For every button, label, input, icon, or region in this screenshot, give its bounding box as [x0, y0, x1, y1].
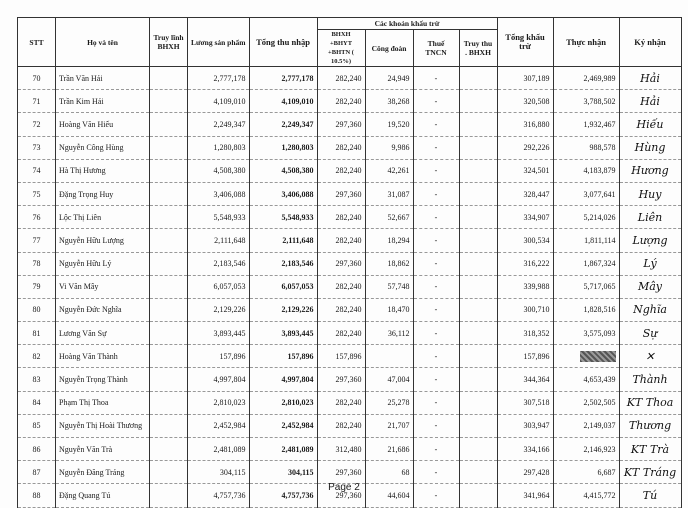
cell-salary: 3,893,445 [188, 322, 250, 345]
cell-insurance: 282,240 [317, 322, 365, 345]
cell-tax: - [413, 275, 459, 298]
cell-bhxh-clawback [459, 414, 497, 437]
cell-total-income: 3,406,088 [249, 182, 317, 205]
cell-net-pay: 5,214,026 [553, 206, 619, 229]
cell-total-income: 304,115 [249, 461, 317, 484]
cell-bhxh-clawback [459, 67, 497, 90]
cell-tax: - [413, 90, 459, 113]
cell-total-deductions: 316,222 [497, 252, 553, 275]
cell-signature: Huy [619, 182, 681, 205]
cell-name: Nguyễn Đức Nghĩa [56, 298, 150, 321]
cell-name: Vi Văn Mây [56, 275, 150, 298]
cell-union: 21,686 [365, 438, 413, 461]
cell-insurance: 282,240 [317, 159, 365, 182]
cell-total-income: 4,757,736 [249, 484, 317, 507]
cell-bhxh-refund [150, 182, 188, 205]
cell-salary: 2,183,546 [188, 252, 250, 275]
cell-insurance: 312,480 [317, 438, 365, 461]
cell-tax: - [413, 322, 459, 345]
cell-union: 47,004 [365, 368, 413, 391]
cell-stt: 83 [18, 368, 56, 391]
col-bhxh-clawback: Truy thu . BHXH [459, 30, 497, 67]
cell-total-income: 6,057,053 [249, 275, 317, 298]
cell-name: Lộc Thị Liên [56, 206, 150, 229]
cell-signature: Sự [619, 322, 681, 345]
cell-total-deductions: 303,947 [497, 414, 553, 437]
cell-salary: 304,115 [188, 461, 250, 484]
cell-name: Nguyễn Đăng Tráng [56, 461, 150, 484]
cell-tax: - [413, 136, 459, 159]
cell-bhxh-clawback [459, 345, 497, 368]
cell-bhxh-refund [150, 67, 188, 90]
cell-tax: - [413, 113, 459, 136]
cell-union: 68 [365, 461, 413, 484]
cell-name: Hoàng Văn Hiếu [56, 113, 150, 136]
table-row [18, 90, 682, 113]
cell-insurance: 157,896 [317, 345, 365, 368]
cell-net-pay: 4,183,879 [553, 159, 619, 182]
cell-total-deductions: 324,501 [497, 159, 553, 182]
cell-net-pay: 5,717,065 [553, 275, 619, 298]
cell-total-deductions: 307,518 [497, 391, 553, 414]
table-row [18, 275, 682, 298]
cell-total-deductions: 292,226 [497, 136, 553, 159]
cell-union: 19,520 [365, 113, 413, 136]
cell-tax: - [413, 438, 459, 461]
cell-union: 18,862 [365, 252, 413, 275]
cell-salary: 4,997,804 [188, 368, 250, 391]
cell-stt: 82 [18, 345, 56, 368]
cell-total-deductions: 344,364 [497, 368, 553, 391]
cell-bhxh-clawback [459, 275, 497, 298]
cell-name: Hoàng Văn Thành [56, 345, 150, 368]
cell-salary: 2,111,648 [188, 229, 250, 252]
cell-bhxh-clawback [459, 461, 497, 484]
col-signature: Ký nhận [619, 18, 681, 67]
table-row [18, 298, 682, 321]
cell-signature: Tú [619, 484, 681, 507]
cell-insurance: 297,360 [317, 368, 365, 391]
cell-name: Phạm Thị Thoa [56, 391, 150, 414]
table-row [18, 391, 682, 414]
cell-tax: - [413, 345, 459, 368]
table-body [18, 67, 682, 508]
cell-insurance: 297,360 [317, 252, 365, 275]
table-row [18, 206, 682, 229]
cell-total-income: 2,452,984 [249, 414, 317, 437]
cell-net-pay: 1,811,114 [553, 229, 619, 252]
cell-net-pay: 1,867,324 [553, 252, 619, 275]
cell-total-deductions: 334,166 [497, 438, 553, 461]
cell-signature: Liên [619, 206, 681, 229]
cell-salary: 2,452,984 [188, 414, 250, 437]
table-row [18, 229, 682, 252]
cell-bhxh-clawback [459, 298, 497, 321]
cell-tax: - [413, 414, 459, 437]
cell-salary: 1,280,803 [188, 136, 250, 159]
cell-total-deductions: 297,428 [497, 461, 553, 484]
cell-net-pay: 4,415,772 [553, 484, 619, 507]
cell-total-deductions: 320,508 [497, 90, 553, 113]
cell-union: 21,707 [365, 414, 413, 437]
cell-union: 38,268 [365, 90, 413, 113]
cell-union: 18,294 [365, 229, 413, 252]
cell-salary: 5,548,933 [188, 206, 250, 229]
table-row [18, 345, 682, 368]
cell-salary: 3,406,088 [188, 182, 250, 205]
cell-bhxh-clawback [459, 136, 497, 159]
cell-signature: KT Tráng [619, 461, 681, 484]
cell-union: 24,949 [365, 67, 413, 90]
cell-signature: Hiếu [619, 113, 681, 136]
cell-salary: 4,508,380 [188, 159, 250, 182]
cell-stt: 85 [18, 414, 56, 437]
cell-bhxh-refund [150, 206, 188, 229]
cell-tax: - [413, 298, 459, 321]
cell-insurance: 297,360 [317, 182, 365, 205]
cell-union: 36,112 [365, 322, 413, 345]
cell-signature: Hải [619, 90, 681, 113]
cell-insurance: 297,360 [317, 484, 365, 507]
col-name: Họ và tên [56, 18, 150, 67]
cell-signature: Mây [619, 275, 681, 298]
cell-bhxh-refund [150, 322, 188, 345]
cell-name: Nguyễn Văn Trà [56, 438, 150, 461]
cell-name: Trần Văn Hải [56, 67, 150, 90]
cell-total-income: 2,249,347 [249, 113, 317, 136]
cell-bhxh-refund [150, 252, 188, 275]
cell-total-income: 4,997,804 [249, 368, 317, 391]
col-deductions-group: Các khoản khấu trừ [317, 18, 497, 30]
table-row [18, 438, 682, 461]
col-tax: Thuế TNCN [413, 30, 459, 67]
cell-salary: 2,777,178 [188, 67, 250, 90]
cell-total-deductions: 300,534 [497, 229, 553, 252]
cell-stt: 73 [18, 136, 56, 159]
cell-stt: 84 [18, 391, 56, 414]
cell-insurance: 297,360 [317, 113, 365, 136]
cell-signature: Nghĩa [619, 298, 681, 321]
cell-stt: 86 [18, 438, 56, 461]
table-row [18, 136, 682, 159]
cell-total-income: 3,893,445 [249, 322, 317, 345]
cell-union: 42,261 [365, 159, 413, 182]
cell-bhxh-refund [150, 368, 188, 391]
cell-union [365, 345, 413, 368]
cell-bhxh-refund [150, 298, 188, 321]
cell-bhxh-refund [150, 113, 188, 136]
cell-union: 44,604 [365, 484, 413, 507]
payroll-table [17, 17, 682, 508]
cell-salary: 4,757,736 [188, 484, 250, 507]
cell-signature: ✕ [619, 345, 681, 368]
cell-stt: 76 [18, 206, 56, 229]
cell-bhxh-refund [150, 90, 188, 113]
cell-net-pay: 2,149,037 [553, 414, 619, 437]
cell-total-income: 2,481,089 [249, 438, 317, 461]
cell-insurance: 282,240 [317, 391, 365, 414]
cell-total-income: 2,111,648 [249, 229, 317, 252]
cell-stt: 79 [18, 275, 56, 298]
cell-total-income: 2,777,178 [249, 67, 317, 90]
cell-insurance: 282,240 [317, 90, 365, 113]
cell-name: Hà Thị Hương [56, 159, 150, 182]
cell-tax: - [413, 206, 459, 229]
cell-stt: 72 [18, 113, 56, 136]
cell-bhxh-refund [150, 159, 188, 182]
cell-total-income: 2,129,226 [249, 298, 317, 321]
cell-bhxh-clawback [459, 229, 497, 252]
cell-insurance: 282,240 [317, 136, 365, 159]
cell-bhxh-refund [150, 136, 188, 159]
cell-tax: - [413, 484, 459, 507]
cell-name: Đặng Trọng Huy [56, 182, 150, 205]
cell-total-deductions: 341,964 [497, 484, 553, 507]
cell-stt: 77 [18, 229, 56, 252]
cell-stt: 75 [18, 182, 56, 205]
cell-total-deductions: 339,988 [497, 275, 553, 298]
cell-bhxh-clawback [459, 182, 497, 205]
cell-salary: 2,249,347 [188, 113, 250, 136]
cell-signature: Hương [619, 159, 681, 182]
cell-net-pay: 2,146,923 [553, 438, 619, 461]
cell-signature: Thương [619, 414, 681, 437]
cell-stt: 71 [18, 90, 56, 113]
cell-net-pay: 4,653,439 [553, 368, 619, 391]
cell-total-income: 1,280,803 [249, 136, 317, 159]
cell-insurance: 297,360 [317, 461, 365, 484]
cell-total-deductions: 316,880 [497, 113, 553, 136]
cell-total-deductions: 307,189 [497, 67, 553, 90]
col-total-deductions: Tổng khấu trừ [497, 18, 553, 67]
cell-union: 57,748 [365, 275, 413, 298]
table-row [18, 368, 682, 391]
cell-stt: 80 [18, 298, 56, 321]
cell-name: Đặng Quang Tú [56, 484, 150, 507]
cell-total-income: 5,548,933 [249, 206, 317, 229]
table-row [18, 67, 682, 90]
cell-name: Nguyễn Thị Hoài Thương [56, 414, 150, 437]
cell-tax: - [413, 368, 459, 391]
cell-name: Trần Kim Hải [56, 90, 150, 113]
table-row [18, 182, 682, 205]
cell-bhxh-refund [150, 229, 188, 252]
cell-tax: - [413, 461, 459, 484]
cell-tax: - [413, 391, 459, 414]
cell-signature: Hải [619, 67, 681, 90]
cell-net-pay: 2,502,505 [553, 391, 619, 414]
cell-name: Nguyễn Công Hùng [56, 136, 150, 159]
cell-bhxh-clawback [459, 90, 497, 113]
cell-total-deductions: 318,352 [497, 322, 553, 345]
cell-salary: 2,129,226 [188, 298, 250, 321]
cell-stt: 70 [18, 67, 56, 90]
cell-bhxh-clawback [459, 391, 497, 414]
cell-insurance: 282,240 [317, 67, 365, 90]
cell-net-pay: 3,788,502 [553, 90, 619, 113]
cell-signature: Lượng [619, 229, 681, 252]
cell-bhxh-clawback [459, 159, 497, 182]
cell-stt: 88 [18, 484, 56, 507]
table-row [18, 414, 682, 437]
cell-insurance: 282,240 [317, 229, 365, 252]
cell-bhxh-clawback [459, 206, 497, 229]
cell-name: Nguyễn Hữu Lượng [56, 229, 150, 252]
cell-signature: KT Thoa [619, 391, 681, 414]
cell-net-pay: 3,077,641 [553, 182, 619, 205]
cell-insurance: 282,240 [317, 414, 365, 437]
redaction-mark [580, 351, 616, 362]
cell-net-pay: 2,469,989 [553, 67, 619, 90]
cell-total-income: 2,183,546 [249, 252, 317, 275]
cell-insurance: 282,240 [317, 206, 365, 229]
cell-stt: 78 [18, 252, 56, 275]
cell-union: 25,278 [365, 391, 413, 414]
cell-name: Nguyễn Hữu Lý [56, 252, 150, 275]
cell-union: 18,470 [365, 298, 413, 321]
cell-tax: - [413, 252, 459, 275]
cell-net-pay: 6,687 [553, 461, 619, 484]
cell-tax: - [413, 182, 459, 205]
cell-total-income: 157,896 [249, 345, 317, 368]
col-bhxh-refund: Truy lĩnh BHXH [150, 18, 188, 67]
cell-signature: Thành [619, 368, 681, 391]
page-number: Page 2 [328, 482, 360, 493]
cell-bhxh-clawback [459, 368, 497, 391]
cell-total-deductions: 334,907 [497, 206, 553, 229]
cell-tax: - [413, 67, 459, 90]
cell-signature: Lý [619, 252, 681, 275]
cell-bhxh-refund [150, 438, 188, 461]
cell-signature: KT Trà [619, 438, 681, 461]
cell-bhxh-clawback [459, 438, 497, 461]
cell-bhxh-refund [150, 345, 188, 368]
cell-union: 52,667 [365, 206, 413, 229]
cell-bhxh-clawback [459, 322, 497, 345]
cell-stt: 87 [18, 461, 56, 484]
cell-bhxh-clawback [459, 113, 497, 136]
col-union: Công đoàn [365, 30, 413, 67]
cell-tax: - [413, 159, 459, 182]
cell-net-pay: 1,828,516 [553, 298, 619, 321]
cell-salary: 157,896 [188, 345, 250, 368]
cell-total-income: 4,109,010 [249, 90, 317, 113]
cell-bhxh-refund [150, 391, 188, 414]
cell-salary: 2,810,023 [188, 391, 250, 414]
cell-bhxh-refund [150, 414, 188, 437]
cell-salary: 4,109,010 [188, 90, 250, 113]
cell-total-income: 2,810,023 [249, 391, 317, 414]
cell-name: Nguyễn Trọng Thành [56, 368, 150, 391]
table-header [18, 18, 682, 67]
col-net-pay: Thực nhận [553, 18, 619, 67]
cell-total-deductions: 157,896 [497, 345, 553, 368]
cell-union: 9,986 [365, 136, 413, 159]
cell-net-pay: 988,578 [553, 136, 619, 159]
table-row [18, 113, 682, 136]
table-row [18, 159, 682, 182]
cell-bhxh-clawback [459, 252, 497, 275]
col-salary: Lương sản phẩm [188, 18, 250, 67]
cell-name: Lương Văn Sự [56, 322, 150, 345]
cell-stt: 74 [18, 159, 56, 182]
cell-insurance: 282,240 [317, 298, 365, 321]
cell-total-income: 4,508,380 [249, 159, 317, 182]
cell-union: 31,087 [365, 182, 413, 205]
cell-signature: Hùng [619, 136, 681, 159]
cell-net-pay: 1,932,467 [553, 113, 619, 136]
cell-salary: 2,481,089 [188, 438, 250, 461]
cell-stt: 81 [18, 322, 56, 345]
cell-net-pay: 3,575,093 [553, 322, 619, 345]
cell-total-deductions: 328,447 [497, 182, 553, 205]
cell-insurance: 282,240 [317, 275, 365, 298]
cell-bhxh-refund [150, 275, 188, 298]
col-insurance: BHXH +BHYT +BHTN ( 10.5%) [317, 30, 365, 67]
cell-salary: 6,057,053 [188, 275, 250, 298]
table-row [18, 461, 682, 484]
col-stt: STT [18, 18, 56, 67]
cell-total-deductions: 300,710 [497, 298, 553, 321]
col-total-income: Tổng thu nhập [249, 18, 317, 67]
cell-tax: - [413, 229, 459, 252]
table-row [18, 252, 682, 275]
cell-net-pay [553, 345, 619, 368]
table-row [18, 322, 682, 345]
cell-bhxh-refund [150, 461, 188, 484]
